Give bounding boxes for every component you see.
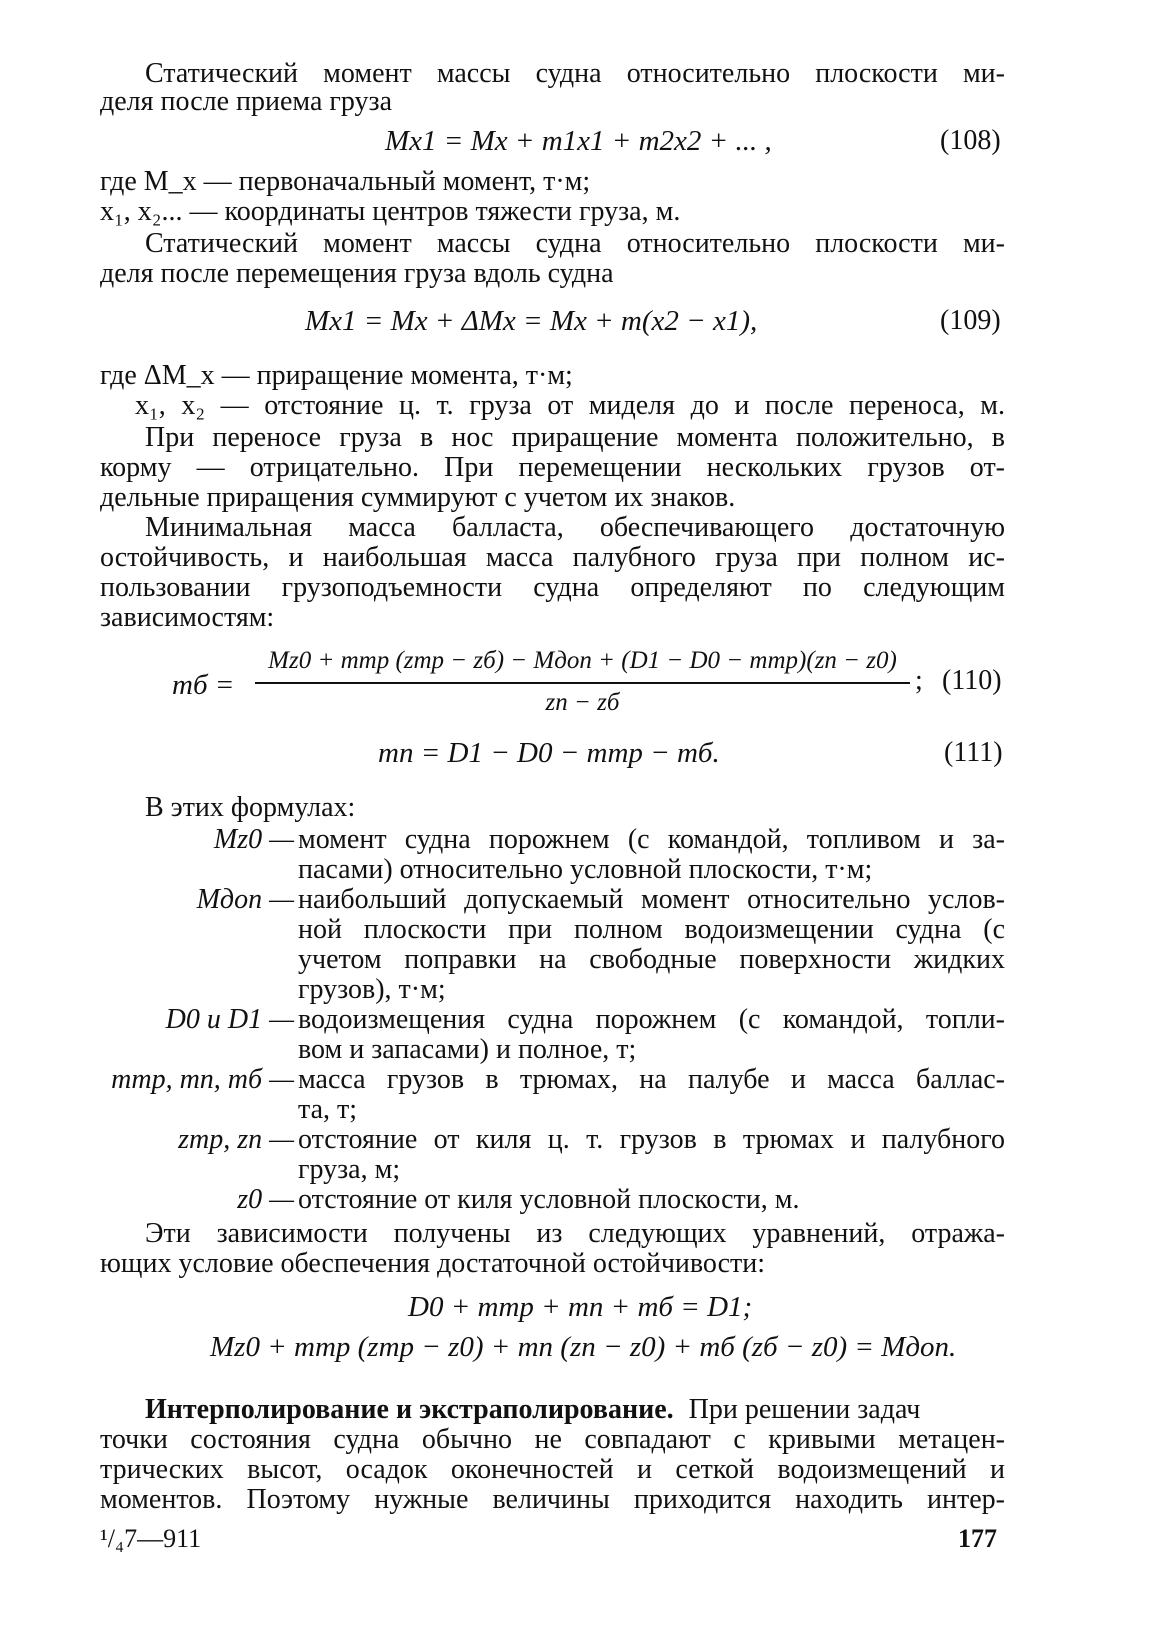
definition-text: груза, м; [298,1154,401,1185]
definition-text: отстояние от киля ц. т. грузов в трюмах и палубного [298,1124,1005,1155]
section-text: При решении задач [688,1394,921,1425]
definition-text: грузов), т·м; [298,974,446,1005]
section-heading: Интерполирование и экстраполирование. [145,1394,674,1425]
paragraph-line: деля после приема груза [100,86,392,117]
paragraph-line: деля после перемещения груза вдоль судна [100,258,614,289]
paragraph-line: корму — отрицательно. При перемещении нескольких грузов от- [100,452,1005,483]
definition-text: наибольший допускаемый момент относительно услов- [298,884,1005,915]
formula-110-semicolon: ; [915,665,923,696]
paragraph-line: x₁, x₂ — отстояние ц. т. груза от миделя до и после переноса, м. [135,390,1005,421]
definition-text: ной плоскости при полном водоизмещении судна (с [298,914,1005,945]
formula-110-lhs: mб = [172,669,235,701]
definition-text: водоизмещения судна порожнем (с командой, топли- [298,1004,1005,1035]
definition-text: вом и запасами) и полное, т; [298,1034,637,1065]
page-number: 177 [958,1524,997,1553]
definition-text: масса грузов в трюмах, на палубе и масса баллас- [298,1064,1005,1095]
equation-system-line-1: D0 + mтр + mп + mб = D1; [408,1291,753,1323]
printer-signature: ¹/₄7—911 [100,1524,202,1553]
equation-number-110: (110) [942,665,1002,696]
definition-term: Mz0 — [213,824,294,855]
paragraph-line: где M_x — первоначальный момент, т·м; [100,166,591,197]
paragraph-line: дельные приращения суммируют с учетом их знаков. [100,482,736,513]
formula-111: mп = D1 − D0 − mтр − mб. [378,737,720,769]
paragraph-line: x₁, x₂... — координаты центров тяжести груза, м. [100,196,681,227]
paragraph-line: трических высот, осадок оконечностей и сеткой водоизмещений и [100,1454,1005,1485]
paragraph-line: остойчивость, и наибольшая масса палубного груза при полном ис- [100,542,1005,573]
formula-110-numerator: Mz0 + mтр (zтр − zб) − Mдоп + (D1 − D0 − mтр)(zп − z0) [268,647,897,674]
formula-110-denominator: zп − zб [545,689,620,716]
definition-text: отстояние от киля условной плоскости, м. [298,1184,800,1215]
definition-term: zтр, zп — [178,1124,294,1155]
definition-term: D0 и D1 — [165,1004,294,1035]
paragraph-line: зависимостям: [100,602,275,633]
formula-109: Mx1 = Mx + ΔMx = Mx + m(x2 − x1), [305,305,758,337]
paragraph-line: пользовании грузоподъемности судна определяют по следующим [100,572,1005,603]
section-first-line [145,1394,920,1426]
equation-number-111: (111) [944,737,1003,768]
definition-text: пасами) относительно условной плоскости, т·м; [298,854,873,885]
definition-term: z0 — [237,1184,294,1215]
paragraph-line: где ΔM_x — приращение момента, т·м; [100,360,573,391]
fraction-bar [255,682,910,684]
equation-number-108: (108) [940,125,1001,156]
paragraph-line: моментов. Поэтому нужные величины приходится находить интер- [100,1484,1005,1515]
definition-text: момент судна порожнем (с командой, топливом и за- [298,824,1005,855]
paragraph-line: точки состояния судна обычно не совпадают с кривыми метацен- [100,1424,1005,1455]
equation-number-109: (109) [940,305,1001,336]
paragraph-line: Эти зависимости получены из следующих уравнений, отража- [145,1218,1005,1249]
formula-108: Mx1 = Mx + m1x1 + m2x2 + ... , [385,125,772,157]
paragraph-line: ющих условие обеспечения достаточной остойчивости: [100,1248,766,1279]
equation-system-line-2: Mz0 + mтр (zтр − z0) + mп (zп − z0) + mб (zб − z0) = Mдоп. [210,1331,957,1363]
definition-text: учетом поправки на свободные поверхности жидких [298,944,1005,975]
paragraph-line: Минимальная масса балласта, обеспечивающего достаточную [145,512,1005,543]
definition-term: Mдоп — [196,884,294,915]
paragraph-line: При переносе груза в нос приращение момента положительно, в [145,422,1005,453]
definition-text: та, т; [298,1094,358,1125]
paragraph-line: Статический момент массы судна относительно плоскости ми- [145,228,1005,259]
paragraph-line: Статический момент массы судна относительно плоскости ми- [145,58,1005,89]
definition-term: mтр, mп, mб — [111,1064,294,1095]
paragraph-line: В этих формулах: [145,792,356,823]
